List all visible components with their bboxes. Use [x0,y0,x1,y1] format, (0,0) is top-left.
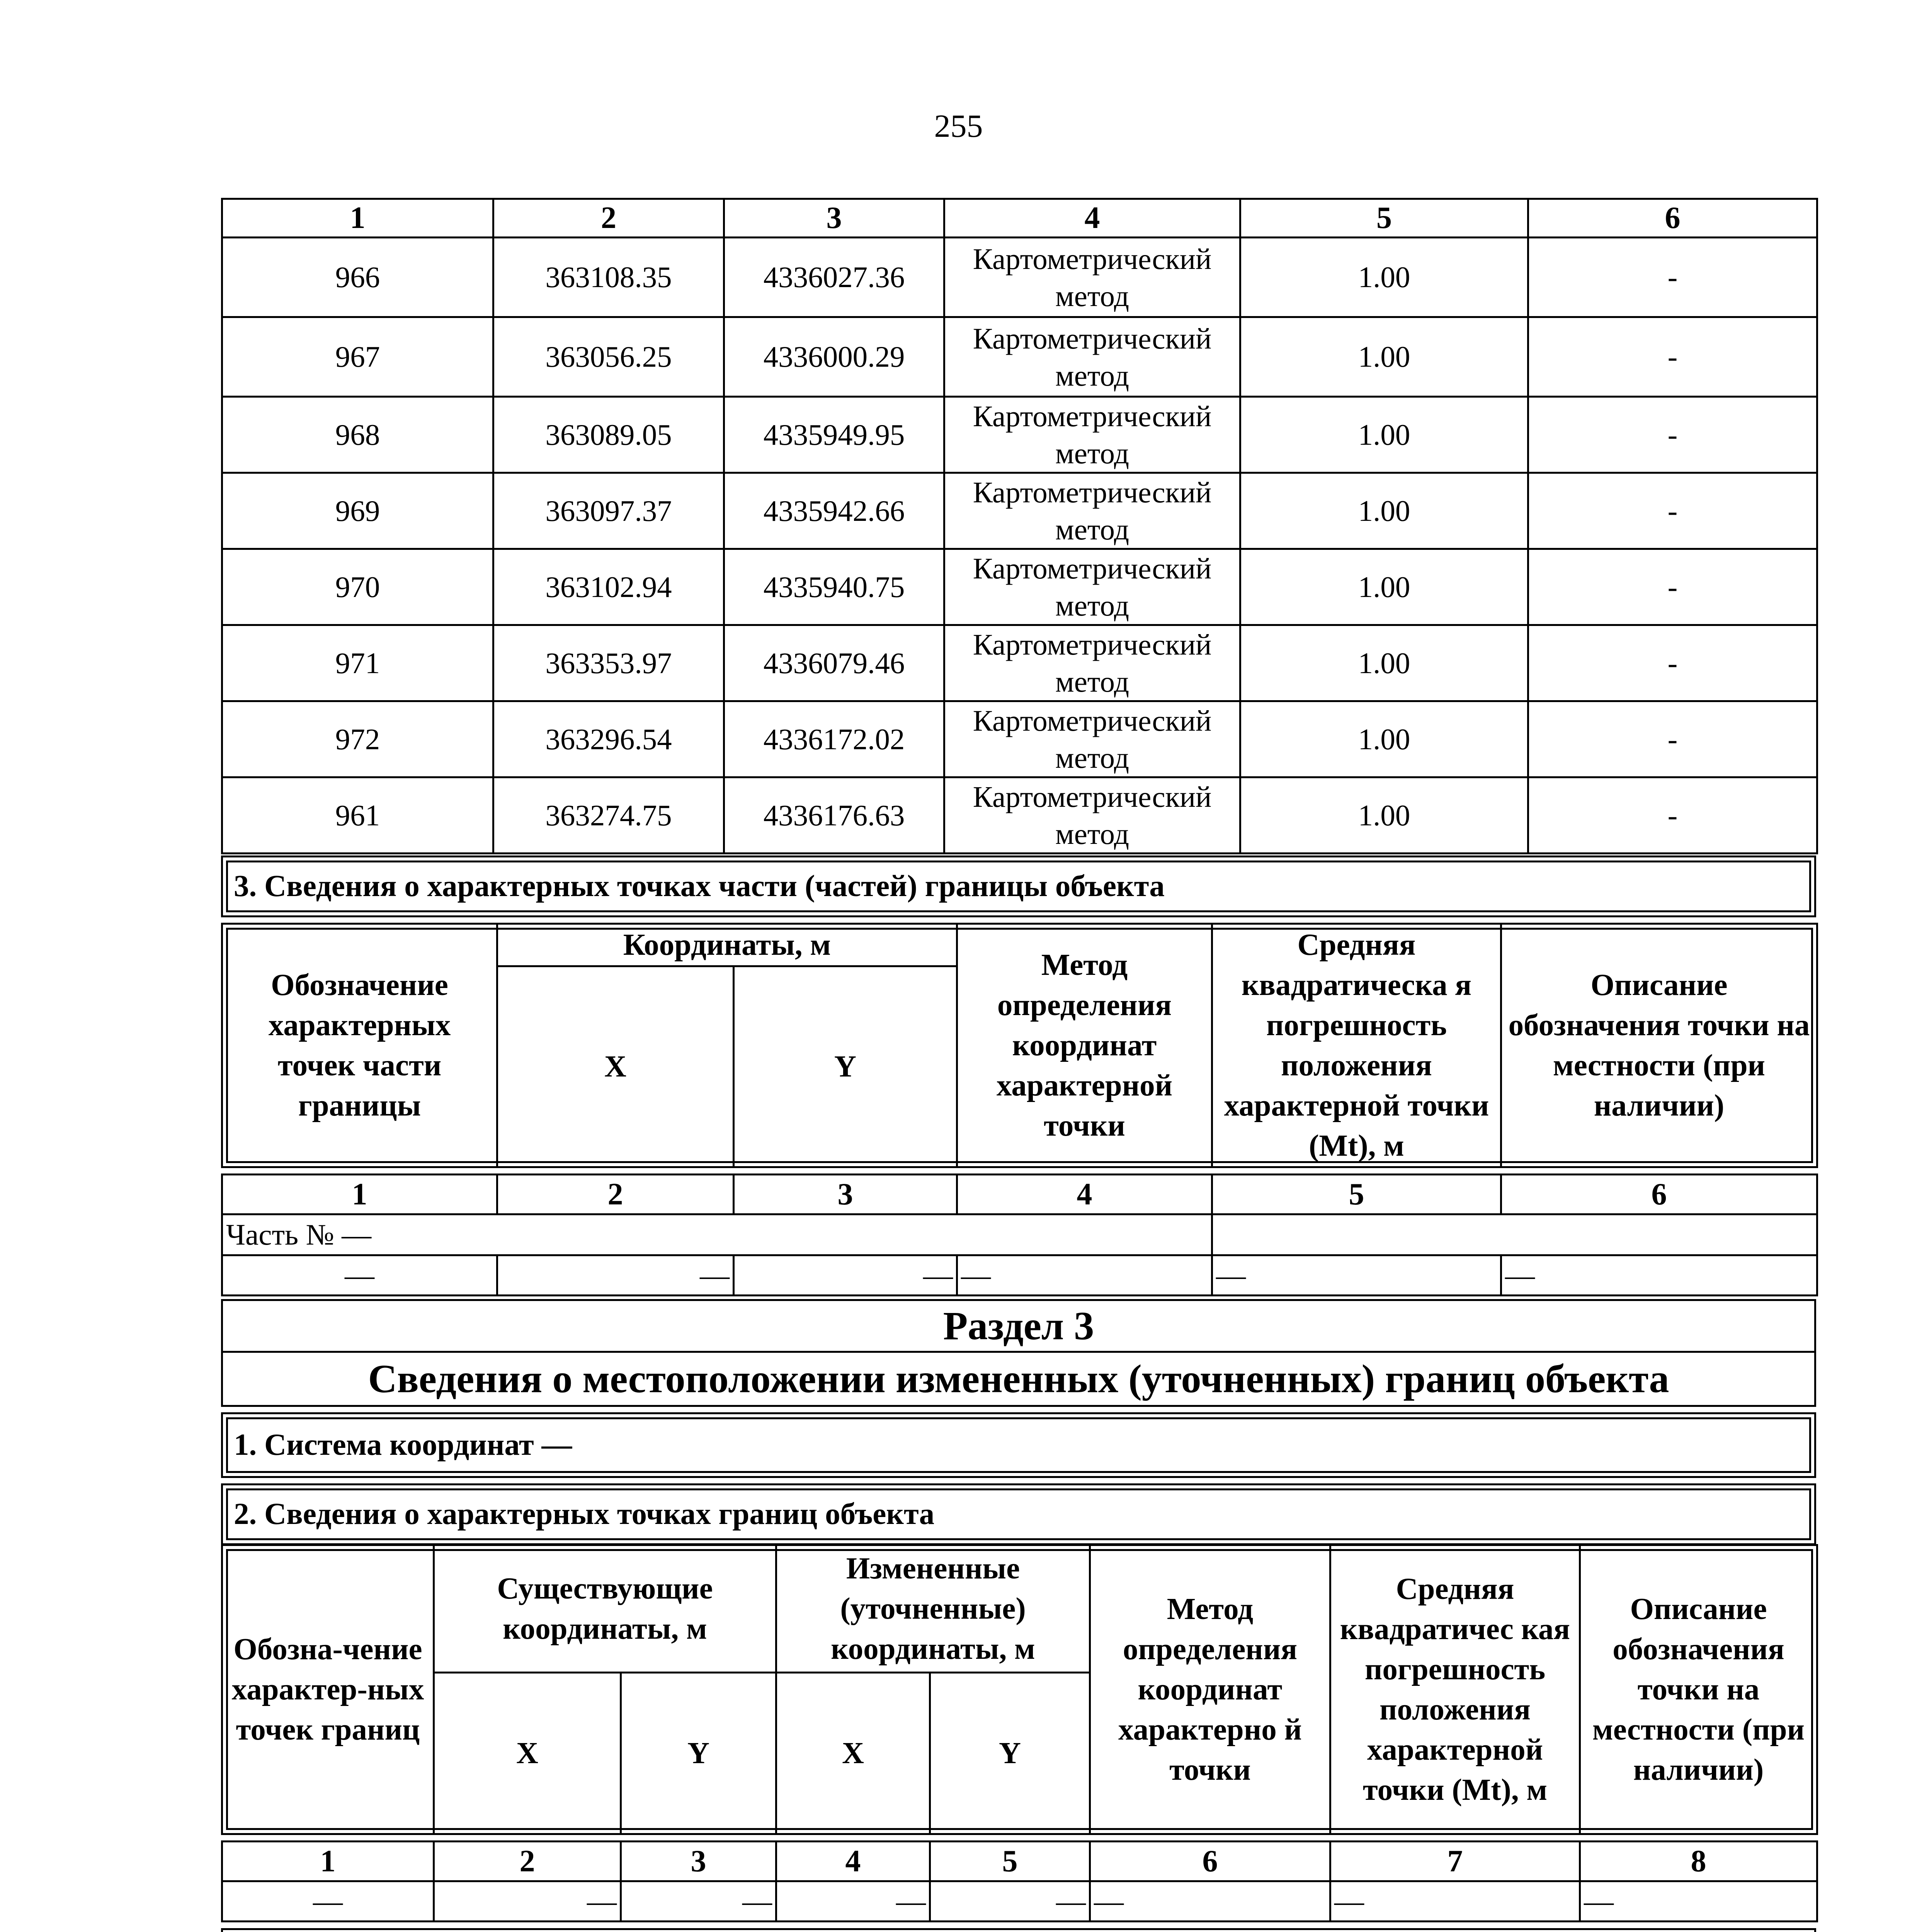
dash-cell: — [957,1255,1212,1296]
method: Картометрический метод [944,777,1240,854]
dash-cell: — [1090,1881,1330,1922]
coords-header: Координаты, м [497,924,957,966]
y-coordinate: 4335940.75 [724,549,944,625]
table-row [222,238,1817,317]
description: - [1528,397,1817,473]
error-value: 1.00 [1240,549,1528,625]
designation-header: Обозна-чение характер-ных точек границ [222,1545,434,1834]
col-number: 1 [222,1175,497,1214]
dash-cell: — [434,1881,621,1922]
error-header: Средняя квадратическа я погрешность положения характерной точки (Mt), м [1212,924,1501,1167]
x-header: X [497,966,734,1167]
points-section-title: 2. Сведения о характерных точках границ объекта [221,1483,1816,1545]
x-header: X [776,1673,930,1834]
table-row [222,473,1817,549]
dash-cell: — [1330,1881,1580,1922]
col-number: 2 [434,1842,621,1881]
col-number: 6 [1501,1175,1817,1214]
dash-cell: — [1212,1255,1501,1296]
col-number: 3 [621,1842,776,1881]
x-header: X [434,1673,621,1834]
page-number: 255 [934,108,983,144]
description: - [1528,238,1817,317]
y-coordinate: 4336172.02 [724,701,944,777]
description-header: Описание обозначения точки на местности (при наличии) [1580,1545,1817,1834]
method: Картометрический метод [944,317,1240,397]
x-coordinate: 363353.97 [493,625,724,701]
col-number: 3 [734,1175,957,1214]
method: Картометрический метод [944,238,1240,317]
x-coordinate: 363056.25 [493,317,724,397]
x-coordinate: 363274.75 [493,777,724,854]
method-header: Метод определения координат характерно й точки [1090,1545,1330,1834]
point-number: 967 [222,317,493,397]
col-number: 3 [724,199,944,238]
method-header: Метод определения координат характерной точки [957,924,1212,1167]
col-number: 4 [776,1842,930,1881]
description: - [1528,701,1817,777]
dash-cell: — [621,1881,776,1922]
col-number: 4 [944,199,1240,238]
method: Картометрический метод [944,549,1240,625]
x-coordinate: 363097.37 [493,473,724,549]
table-row [222,397,1817,473]
description: - [1528,473,1817,549]
col-number: 6 [1528,199,1817,238]
col-number: 5 [1240,199,1528,238]
y-coordinate: 4336000.29 [724,317,944,397]
dash-cell: — [734,1255,957,1296]
table-row [222,777,1817,854]
y-header: Y [734,966,957,1167]
error-value: 1.00 [1240,473,1528,549]
dash-cell: — [1580,1881,1817,1922]
point-number: 968 [222,397,493,473]
section-3-header [221,1299,1816,1545]
table-row [222,549,1817,625]
method: Картометрический метод [944,701,1240,777]
dash-cell: — [1501,1255,1817,1296]
col-number: 5 [1212,1175,1501,1214]
section-title: 3. Сведения о характерных точках части (частей) границы объекта [221,855,1816,917]
error-value: 1.00 [1240,397,1528,473]
part-section-title [221,1928,1816,1932]
changed-part-points-section [221,1928,1816,1932]
col-number: 8 [1580,1842,1817,1881]
error-value: 1.00 [1240,238,1528,317]
error-header: Средняя квадратичес кая погрешность положения характерной точки (Mt), м [1330,1545,1580,1834]
method: Картометрический метод [944,397,1240,473]
method: Картометрический метод [944,473,1240,549]
coordinates-table [221,198,1816,854]
dash-cell: — [776,1881,930,1922]
x-coordinate: 363108.35 [493,238,724,317]
point-number: 966 [222,238,493,317]
x-coordinate: 363089.05 [493,397,724,473]
changed-points-table [221,1544,1816,1922]
dash-cell: — [930,1881,1090,1922]
col-number: 6 [1090,1842,1330,1881]
y-coordinate: 4335949.95 [724,397,944,473]
description: - [1528,777,1817,854]
section-title: Раздел 3 [222,1300,1815,1352]
y-coordinate: 4336079.46 [724,625,944,701]
y-coordinate: 4336027.36 [724,238,944,317]
dash-cell: — [222,1255,497,1296]
changed-coords-header: Измененные (уточненные) координаты, м [776,1545,1090,1673]
description: - [1528,317,1817,397]
coordinate-system: 1. Система координат — [221,1412,1816,1478]
error-value: 1.00 [1240,317,1528,397]
dash-cell: — [497,1255,734,1296]
point-number: 971 [222,625,493,701]
y-header: Y [930,1673,1090,1834]
designation-header: Обозначение характерных точек части границы [222,924,497,1167]
error-value: 1.00 [1240,701,1528,777]
description-header: Описание обозначения точки на местности (при наличии) [1501,924,1817,1167]
error-value: 1.00 [1240,777,1528,854]
column-number-row [222,199,1817,238]
col-number: 1 [222,199,493,238]
dash-cell: — [222,1881,434,1922]
y-coordinate: 4335942.66 [724,473,944,549]
y-header: Y [621,1673,776,1834]
col-number: 2 [497,1175,734,1214]
col-number: 2 [493,199,724,238]
part-label: Часть № — [222,1214,1212,1255]
section-subtitle: Сведения о местоположении измененных (уточненных) границ объекта [222,1352,1815,1406]
point-number: 969 [222,473,493,549]
x-coordinate: 363296.54 [493,701,724,777]
col-number: 1 [222,1842,434,1881]
col-number: 4 [957,1175,1212,1214]
error-value: 1.00 [1240,625,1528,701]
part-points-section [221,855,1816,1296]
table-row [222,625,1817,701]
method: Картометрический метод [944,625,1240,701]
table-row [222,701,1817,777]
col-number: 7 [1330,1842,1580,1881]
description: - [1528,549,1817,625]
table-row [222,317,1817,397]
point-number: 961 [222,777,493,854]
description: - [1528,625,1817,701]
point-number: 972 [222,701,493,777]
y-coordinate: 4336176.63 [724,777,944,854]
point-number: 970 [222,549,493,625]
x-coordinate: 363102.94 [493,549,724,625]
existing-coords-header: Существующие координаты, м [434,1545,776,1673]
col-number: 5 [930,1842,1090,1881]
